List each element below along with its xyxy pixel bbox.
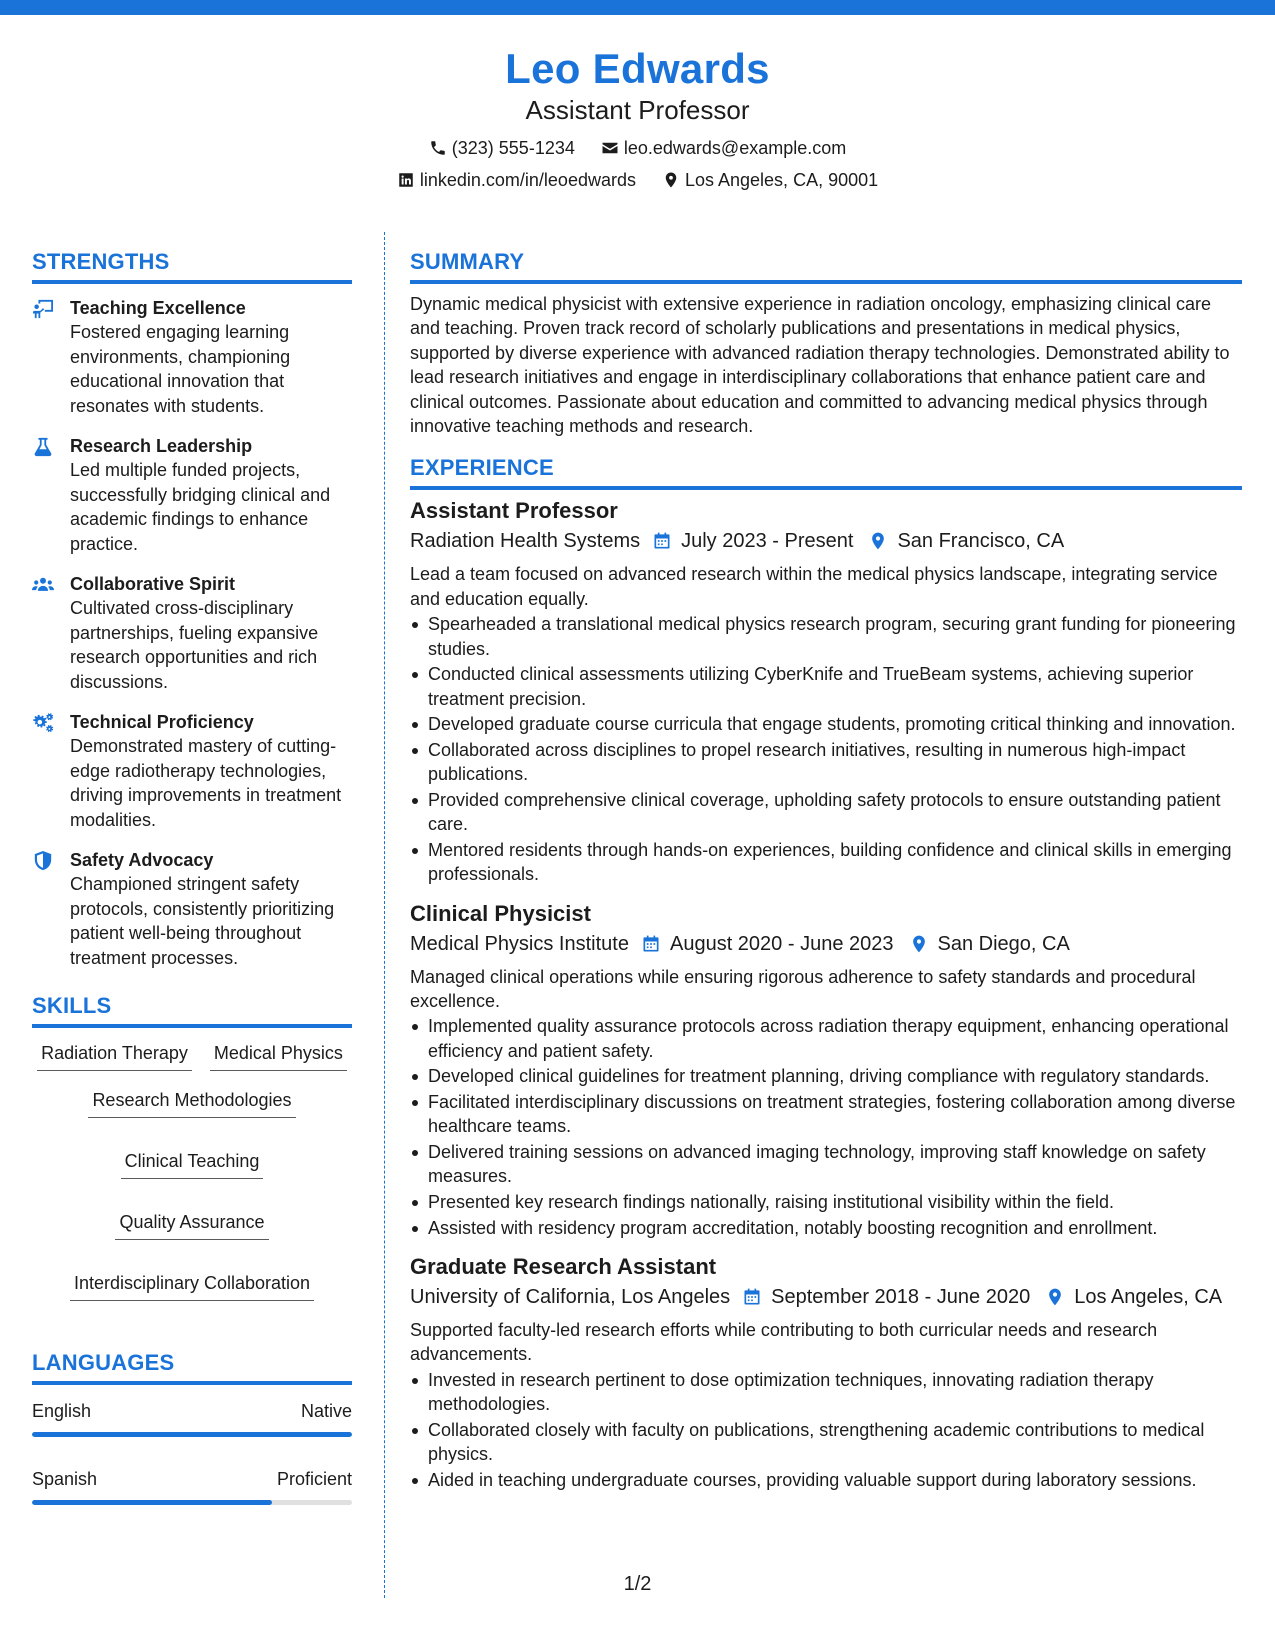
language-item <box>32 1399 352 1437</box>
languages-section <box>32 1349 352 1505</box>
skill-tag: Research Methodologies <box>88 1085 295 1118</box>
strength-desc: Led multiple funded projects, successfully bridging clinical and academic findings to enhance practice. <box>70 460 331 554</box>
job-title: Assistant Professor <box>410 498 618 524</box>
strength-item <box>32 710 352 832</box>
phone-text: (323) 555-1234 <box>451 138 575 158</box>
gears-icon <box>32 713 54 733</box>
strengths-list <box>32 296 352 970</box>
calendar-icon <box>742 1287 762 1307</box>
map-pin-icon <box>909 934 929 954</box>
job-bullet: Mentored residents through hands-on experiences, building confidence and clinical skills in emerging professionals. <box>410 838 1242 887</box>
map-pin-icon <box>1045 1287 1065 1307</box>
language-name: Spanish <box>32 1469 98 1489</box>
candidate-title: Assistant Professor <box>525 95 750 125</box>
strength-title: Research Leadership <box>70 436 253 456</box>
strength-title: Safety Advocacy <box>70 850 214 870</box>
skills-section <box>32 992 352 1301</box>
teacher-board-icon <box>32 299 54 319</box>
job-dates: August 2020 - June 2023 <box>669 932 894 955</box>
language-name: English <box>32 1401 92 1421</box>
linkedin-icon <box>397 171 415 189</box>
language-item <box>32 1467 352 1505</box>
language-level-bar <box>32 1432 352 1437</box>
job-dates: September 2018 - June 2020 <box>771 1286 1031 1309</box>
skill-tag: Medical Physics <box>210 1038 347 1071</box>
job-company: Radiation Health Systems <box>410 530 641 553</box>
job-bullets <box>410 1014 1242 1240</box>
language-level-bar <box>32 1500 352 1505</box>
job-bullet: Aided in teaching undergraduate courses, providing valuable support during laboratory sessions. <box>410 1468 1242 1492</box>
job-bullet: Assisted with residency program accreditation, notably boosting recognition and enrollment. <box>410 1216 1242 1240</box>
job-entry <box>410 1252 1242 1492</box>
right-column <box>410 248 1242 1493</box>
strength-desc: Championed stringent safety protocols, consistently prioritizing patient well-being throughout treatment processes. <box>70 874 335 968</box>
job-entry <box>410 496 1242 886</box>
strength-desc: Cultivated cross-disciplinary partnerships, fueling expansive research opportunities and rich discussions. <box>70 598 319 692</box>
job-meta <box>410 1283 1242 1311</box>
location-text: Los Angeles, CA, 90001 <box>684 170 879 190</box>
skill-tag: Interdisciplinary Collaboration <box>70 1268 314 1301</box>
strength-desc: Demonstrated mastery of cutting-edge radiotherapy technologies, driving improvements in treatment modalities. <box>70 736 342 830</box>
map-pin-icon <box>868 531 888 551</box>
job-bullet: Facilitated interdisciplinary discussions on treatment strategies, fostering collaboration among diverse healthcare teams. <box>410 1090 1242 1139</box>
skills-list <box>32 1038 352 1301</box>
skill-tag: Quality Assurance <box>115 1207 268 1240</box>
skill-tag: Radiation Therapy <box>37 1038 192 1071</box>
job-title: Graduate Research Assistant <box>410 1254 717 1280</box>
jobs-list <box>410 496 1242 1492</box>
language-level: Native <box>300 1401 352 1421</box>
job-bullet: Invested in research pertinent to dose optimization techniques, innovating radiation therapy methodologies. <box>410 1368 1242 1417</box>
job-meta <box>410 930 1242 958</box>
skill-tag: Clinical Teaching <box>121 1146 264 1179</box>
skills-heading: SKILLS <box>32 992 352 1028</box>
job-description: Supported faculty-led research efforts while contributing to both curricular needs and research advancements. <box>410 1320 1158 1365</box>
strength-desc: Fostered engaging learning environments, championing educational innovation that resonates with students. <box>70 322 291 416</box>
top-accent-bar <box>0 0 1275 15</box>
summary-heading: SUMMARY <box>410 248 1242 284</box>
users-icon <box>32 575 54 595</box>
resume-header <box>0 44 1275 192</box>
job-bullet: Developed graduate course curricula that engage students, promoting critical thinking and innovation. <box>410 712 1242 736</box>
job-location: San Diego, CA <box>937 932 1070 955</box>
language-level-fill <box>32 1500 272 1505</box>
strength-item <box>32 848 352 970</box>
summary-text: Dynamic medical physicist with extensive experience in radiation oncology, emphasizing clinical care and teaching. Proven track record of scholarly publications and presentations in medical physics, supported by diverse experience with advanced radiation therapy technologies. Demonstrated ability to lead research initiatives and engage in interdisciplinary collaborations that enhance patient care and clinical outcomes. Passionate about education and committed to advancing medical physics through innovative teaching methods and research. <box>410 294 1230 437</box>
experience-heading: EXPERIENCE <box>410 454 1242 490</box>
language-level-fill <box>32 1432 352 1437</box>
calendar-icon <box>652 531 672 551</box>
job-location: Los Angeles, CA <box>1074 1286 1223 1309</box>
phone-icon <box>429 139 447 157</box>
job-bullet: Spearheaded a translational medical physics research program, securing grant funding for pioneering studies. <box>410 612 1242 661</box>
job-company: University of California, Los Angeles <box>410 1286 731 1309</box>
job-bullets <box>410 1368 1242 1492</box>
linkedin-text: linkedin.com/in/leoedwards <box>419 170 636 190</box>
column-divider <box>384 232 385 1598</box>
email-text: leo.edwards@example.com <box>623 138 847 158</box>
job-description: Managed clinical operations while ensuring rigorous adherence to safety standards and procedural excellence. <box>410 966 1196 1012</box>
strength-item <box>32 296 352 418</box>
left-column <box>32 248 352 1505</box>
candidate-name: Leo Edwards <box>505 45 770 92</box>
flask-icon <box>32 437 54 457</box>
job-bullets <box>410 612 1242 886</box>
job-bullet: Collaborated closely with faculty on publications, strengthening academic contributions to medical physics. <box>410 1418 1242 1467</box>
phone-item[interactable] <box>429 136 575 160</box>
map-pin-icon <box>662 171 680 189</box>
job-description: Lead a team focused on advanced research within the medical physics landscape, integrating service and education equally. <box>410 564 1218 609</box>
contact-row-1 <box>0 136 1275 160</box>
page-number: 1/2 <box>623 1573 652 1595</box>
job-bullet: Conducted clinical assessments utilizing CyberKnife and TrueBeam systems, achieving superior treatment precision. <box>410 662 1242 711</box>
envelope-icon <box>601 139 619 157</box>
strength-title: Technical Proficiency <box>70 712 254 732</box>
job-bullet: Presented key research findings nationally, raising institutional visibility within the field. <box>410 1190 1242 1214</box>
strengths-heading: STRENGTHS <box>32 248 352 284</box>
job-meta <box>410 527 1242 555</box>
strength-title: Teaching Excellence <box>70 298 246 318</box>
experience-section <box>410 454 1242 1492</box>
job-bullet: Implemented quality assurance protocols across radiation therapy equipment, enhancing operational efficiency and patient safety. <box>410 1014 1242 1063</box>
contact-row-2 <box>0 168 1275 192</box>
job-bullet: Developed clinical guidelines for treatment planning, driving compliance with regulatory standards. <box>410 1064 1242 1088</box>
job-bullet: Delivered training sessions on advanced imaging technology, improving staff knowledge on safety measures. <box>410 1140 1242 1189</box>
job-entry <box>410 899 1242 1240</box>
strength-item <box>32 572 352 694</box>
language-level: Proficient <box>276 1469 352 1489</box>
job-company: Medical Physics Institute <box>410 932 629 955</box>
calendar-icon <box>641 934 661 954</box>
location-item <box>662 168 878 192</box>
job-bullet: Collaborated across disciplines to propel research initiatives, resulting in numerous high-impact publications. <box>410 738 1242 787</box>
linkedin-item[interactable] <box>397 168 636 192</box>
job-dates: July 2023 - Present <box>681 530 854 553</box>
job-title: Clinical Physicist <box>410 900 591 926</box>
job-bullet: Provided comprehensive clinical coverage, upholding safety protocols to ensure outstanding patient care. <box>410 788 1242 837</box>
shield-icon <box>32 851 54 871</box>
job-location: San Francisco, CA <box>897 530 1065 553</box>
strength-title: Collaborative Spirit <box>70 574 236 594</box>
strength-item <box>32 434 352 556</box>
email-item[interactable] <box>601 136 846 160</box>
languages-heading: LANGUAGES <box>32 1349 352 1385</box>
